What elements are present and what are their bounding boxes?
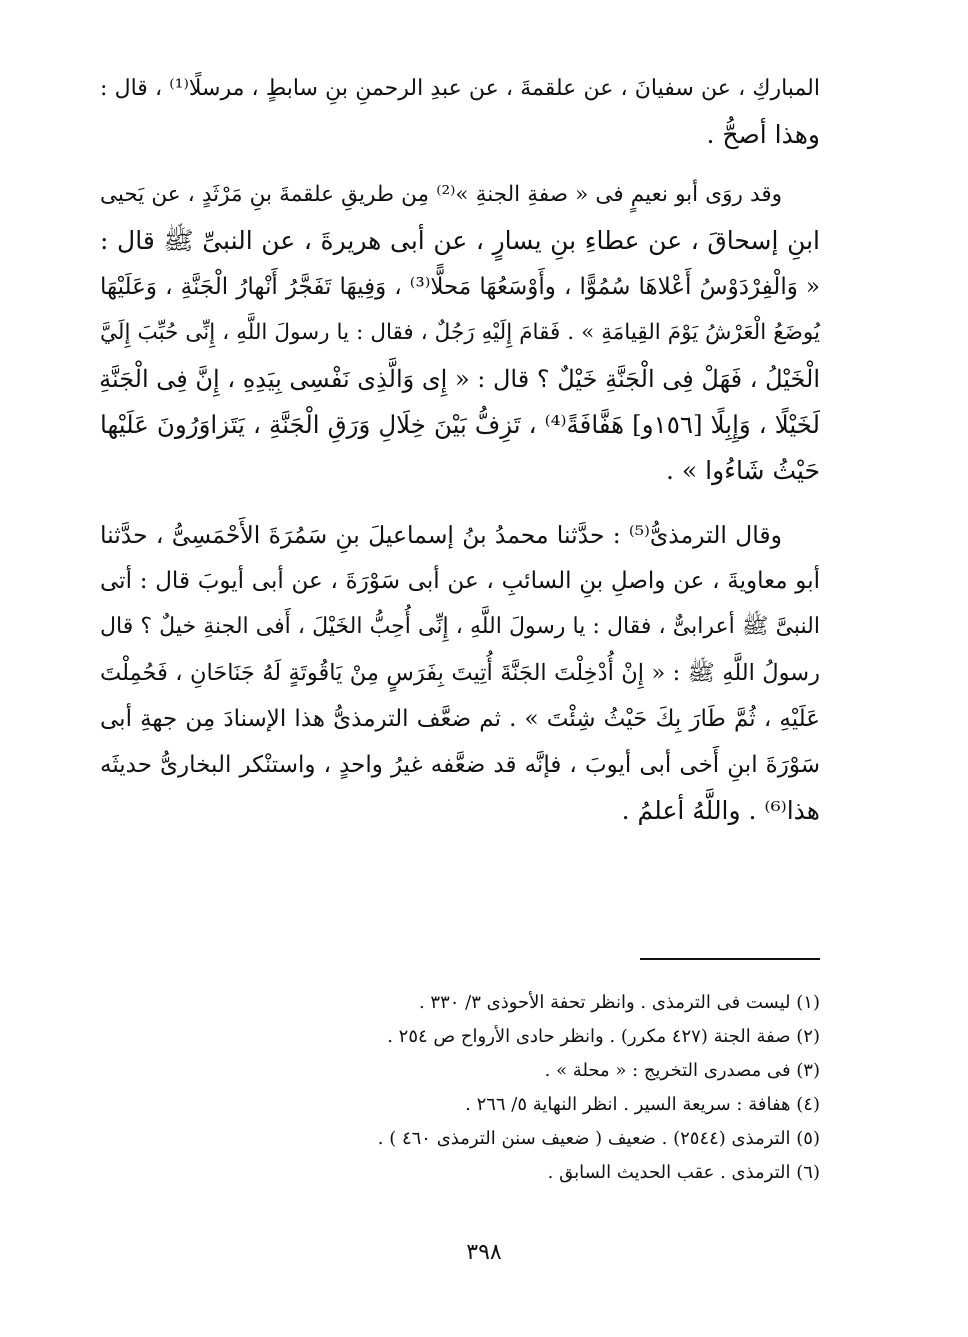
paragraph-2 [100,172,820,494]
paragraph-3 [100,512,820,834]
text-line: يُوضَعُ الْعَرْشُ يَوْمَ القِيامَةِ » . فَقامَ إِلَيْهِ رَجُلٌ ، فقال : يا رسولَ اللَّهِ ، إِنِّى حُبِّبَ إِلَيَّ [100,320,820,345]
footnote-5: (٥) الترمذى (٢٥٤٤) . ضعيف ( ضعيف سنن الترمذى ٤٦٠ ) . [377,1128,820,1149]
text-line: « وَالْفِرْدَوْسُ أَعْلاهَا سُمُوًّا ، وأَوْسَعُهَا مَحلًّا⁽³⁾ ، وَفِيهَا تَفَجَّرُ أَنْهارُ الْجَنَّةِ ، وَعَلَيْهَا [100,274,820,300]
text-line: وقال الترمذىُّ⁽⁵⁾ : حدَّثنا محمدُ بنُ إسماعيلَ بنِ سَمُرَةَ الأَحْمَسِىُّ ، حدَّثنا [100,521,782,549]
text-line: أبو معاويةَ ، عن واصلِ بنِ السائبِ ، عن أبى سَوْرَةَ ، عن أبى أيوبَ قال : أتى [100,568,820,594]
text-line: وقد روَى أبو نعيمٍ فى « صفةِ الجنةِ »⁽²⁾ مِن طريقِ علقمةَ بنِ مَرْثَدٍ ، عن يَحيى [100,182,782,207]
text-line: وهذا أصحُّ . [706,120,820,149]
text-line: هذا⁽⁶⁾ . واللَّهُ أعلمُ . [621,796,820,825]
text-line: لَخَيْلًا ، وَإِبِلًا [١٥٦و] هَفَّافَةً⁽⁴⁾ ، تَزِفُّ بَيْنَ خِلَالِ وَرَقِ الْجَنَّةِ ، يَتَزاوَرُونَ عَلَيْها [100,410,821,439]
footnote-1: (١) ليست فى الترمذى . وانظر تحفة الأحوذى ٣/ ٣٣٠ . [418,992,820,1013]
footnote-6: (٦) الترمذى . عقب الحديث السابق . [547,1162,820,1183]
paragraph-1 [100,66,820,158]
main-text [100,66,820,834]
footnote-4: (٤) هفافة : سريعة السير . انظر النهاية ٥/ ٢٦٦ . [465,1094,820,1115]
text-line: ابنِ إسحاقَ ، عن عطاءِ بنِ يسارٍ ، عن أبى هريرةَ ، عن النبىِّ ﷺ قال : [100,226,820,255]
text-line: سَوْرَةَ ابنِ أَخى أبى أيوبَ ، فإنَّه قد ضعَّفه غيرُ واحدٍ ، واستنْكر البخارىُّ حديثَه [100,752,820,778]
page-number: ٣٩٨ [466,1240,502,1265]
footnote-2: (٢) صفة الجنة (٤٢٧ مكرر) . وانظر حادى الأرواح ص ٢٥٤ . [387,1026,820,1047]
text-line: النبىَّ ﷺ أعرابىٌّ ، فقال : يا رسولَ اللَّهِ ، إِنِّى أُحِبُّ الخَيْلَ ، أَفى الجنةِ خيلٌ ؟ قال [100,614,821,639]
footnote-divider [640,958,820,960]
text-line: المباركِ ، عن سفيانَ ، عن علقمةَ ، عن عبدِ الرحمنِ بنِ سابطٍ ، مرسلًا⁽¹⁾ ، قال : [100,76,820,101]
text-line: عَلَيْهِ ، ثُمَّ طَارَ بِكَ حَيْثُ شِئْتَ » . ثم ضعَّف الترمذىُّ هذا الإسنادَ مِن جهةِ أبى [100,706,820,732]
text-line: الْخَيْلُ ، فَهَلْ فِى الْجَنَّةِ خَيْلٌ ؟ قال : « إِى وَالَّذِى نَفْسِى بِيَدِهِ ، إِنَّ فِى الْجَنَّةِ [99,365,820,393]
text-line: رسولُ اللَّهِ ﷺ : « إِنْ أُدْخِلْتَ الجَنَّةَ أُتِيتَ بِفَرَسٍ مِنْ يَاقُوتَةٍ لَهُ جَنَاحَانِ ، فَحُمِلْتَ [100,660,820,686]
footnotes [100,986,820,1190]
footnote-3: (٣) فى مصدرى التخريج : « محلة » . [544,1060,820,1081]
text-line: حَيْثُ شَاءُوا » . [666,456,820,485]
